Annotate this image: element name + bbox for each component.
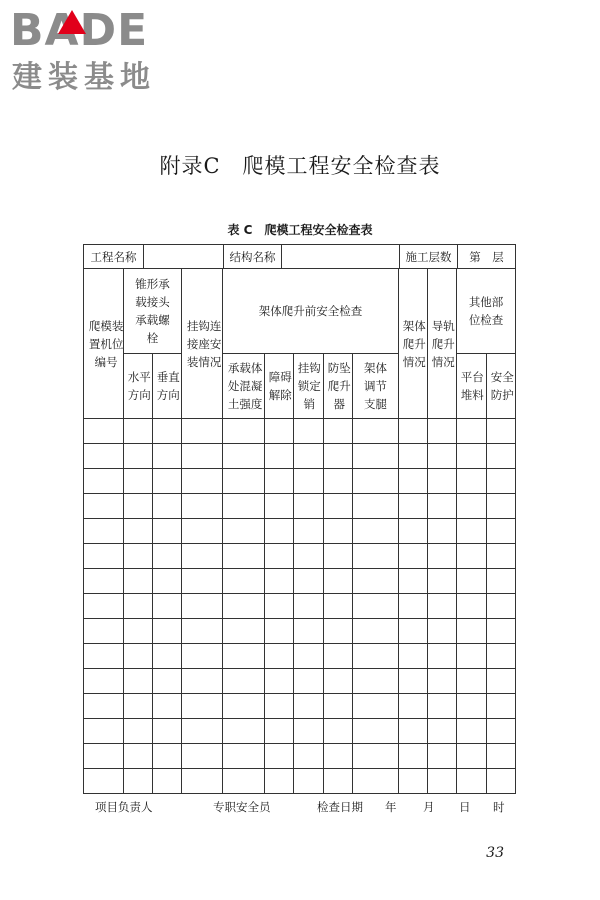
table-cell[interactable] [487,519,516,544]
table-cell[interactable] [182,419,223,444]
table-cell[interactable] [265,744,294,769]
year-label: 年 [385,800,397,814]
month-label: 月 [423,800,435,814]
table-cell[interactable] [223,569,265,594]
table-cell[interactable] [399,544,428,569]
table-cell[interactable] [182,744,223,769]
table-cell[interactable] [223,444,265,469]
table-cell[interactable] [399,644,428,669]
table-cell[interactable] [294,494,324,519]
table-cell[interactable] [353,569,399,594]
table-cell[interactable] [223,744,265,769]
table-cell[interactable] [84,719,124,744]
table-cell[interactable] [399,419,428,444]
structure-name-field[interactable] [282,245,400,269]
floor-field[interactable]: 第 层 [458,245,516,269]
logo-subtitle: 建装基地 [12,60,156,95]
table-cell[interactable] [265,569,294,594]
table-cell[interactable] [353,419,399,444]
table-cell[interactable] [353,469,399,494]
table-cell[interactable] [457,719,487,744]
table-cell[interactable] [265,469,294,494]
table-cell[interactable] [223,669,265,694]
structure-name-label: 结构名称 [224,245,282,269]
info-row [84,245,516,269]
table-row [84,544,516,569]
header-frame-leg: 架体调节支腿 [353,354,399,419]
table-cell[interactable] [399,469,428,494]
table-cell[interactable] [153,419,182,444]
table-cell[interactable] [153,469,182,494]
table-cell[interactable] [294,594,324,619]
table-cell[interactable] [353,769,399,794]
table-cell[interactable] [265,494,294,519]
table-cell[interactable] [124,419,153,444]
table-cell[interactable] [457,669,487,694]
table-cell[interactable] [324,719,353,744]
table-cell[interactable] [487,594,516,619]
table-cell[interactable] [353,544,399,569]
table-row [84,644,516,669]
table-caption: 表 C 爬模工程安全检查表 [227,223,373,237]
header-position-no: 爬模装置机位编号 [84,269,124,419]
table-cell[interactable] [153,594,182,619]
table-cell[interactable] [182,619,223,644]
header-hook-connection: 挂钩连接座安装情况 [182,269,223,419]
table-cell[interactable] [294,744,324,769]
table-cell[interactable] [324,619,353,644]
header-hook-lock-pin: 挂钩锁定销 [294,354,324,419]
table-cell[interactable] [294,544,324,569]
table-cell[interactable] [265,669,294,694]
table-cell[interactable] [124,444,153,469]
table-cell[interactable] [353,444,399,469]
header-horizontal: 水平方向 [124,354,153,419]
table-cell[interactable] [124,494,153,519]
table-cell[interactable] [487,644,516,669]
project-name-field[interactable] [144,245,224,269]
table-cell[interactable] [223,644,265,669]
table-cell[interactable] [457,619,487,644]
table-cell[interactable] [399,519,428,544]
header-row-1 [84,269,516,354]
table-cell[interactable] [265,694,294,719]
table-cell[interactable] [153,719,182,744]
table-cell[interactable] [84,569,124,594]
table-cell[interactable] [487,569,516,594]
table-cell[interactable] [487,469,516,494]
table-cell[interactable] [324,494,353,519]
table-cell[interactable] [84,544,124,569]
table-cell[interactable] [84,519,124,544]
table-cell[interactable] [124,669,153,694]
table-cell[interactable] [399,594,428,619]
table-cell[interactable] [294,519,324,544]
table-cell[interactable] [182,569,223,594]
table-cell[interactable] [265,444,294,469]
table-cell[interactable] [399,669,428,694]
table-cell[interactable] [487,744,516,769]
table-row [84,619,516,644]
table-cell[interactable] [487,719,516,744]
table-cell[interactable] [353,719,399,744]
table-cell[interactable] [124,769,153,794]
table-cell[interactable] [428,444,457,469]
table-cell[interactable] [487,769,516,794]
table-cell[interactable] [324,569,353,594]
table-cell[interactable] [223,594,265,619]
table-cell[interactable] [223,419,265,444]
table-cell[interactable] [487,694,516,719]
table-cell[interactable] [182,494,223,519]
table-cell[interactable] [124,594,153,619]
table-cell[interactable] [428,619,457,644]
table-cell[interactable] [294,619,324,644]
table-cell[interactable] [487,419,516,444]
table-cell[interactable] [399,694,428,719]
table-row [84,469,516,494]
table-cell[interactable] [324,644,353,669]
table-cell[interactable] [457,544,487,569]
logo-letters: BADE [10,5,149,56]
table-cell[interactable] [399,494,428,519]
table-cell[interactable] [428,594,457,619]
table-cell[interactable] [353,494,399,519]
table-cell[interactable] [324,669,353,694]
table-cell[interactable] [324,769,353,794]
project-leader-label: 项目负责人 [95,800,153,814]
table-cell[interactable] [353,669,399,694]
table-cell[interactable] [84,769,124,794]
table-cell[interactable] [457,594,487,619]
table-cell[interactable] [124,569,153,594]
table-cell[interactable] [294,569,324,594]
table-cell[interactable] [457,569,487,594]
table-cell[interactable] [457,694,487,719]
table-cell[interactable] [428,469,457,494]
table-cell[interactable] [265,544,294,569]
table-cell[interactable] [124,519,153,544]
table-cell[interactable] [265,519,294,544]
table-cell[interactable] [124,619,153,644]
table-cell[interactable] [294,419,324,444]
table-cell[interactable] [457,769,487,794]
table-cell[interactable] [294,694,324,719]
table-cell[interactable] [324,544,353,569]
table-cell[interactable] [182,644,223,669]
table-cell[interactable] [153,569,182,594]
table-cell[interactable] [428,544,457,569]
table-cell[interactable] [223,469,265,494]
table-cell[interactable] [223,719,265,744]
table-cell[interactable] [324,694,353,719]
table-cell[interactable] [487,619,516,644]
table-cell[interactable] [324,594,353,619]
table-cell[interactable] [265,719,294,744]
header-other-parts: 其他部位检查 [457,269,516,354]
table-cell[interactable] [428,744,457,769]
table-cell[interactable] [84,669,124,694]
header-safety-protection: 安全防护 [487,354,516,419]
check-grid [83,268,516,794]
table-cell[interactable] [428,494,457,519]
table-cell[interactable] [84,469,124,494]
table-cell[interactable] [428,719,457,744]
table-cell[interactable] [487,544,516,569]
table-cell[interactable] [182,694,223,719]
table-cell[interactable] [153,544,182,569]
table-cell[interactable] [294,769,324,794]
table-cell[interactable] [182,469,223,494]
table-cell[interactable] [428,669,457,694]
table-cell[interactable] [457,644,487,669]
info-row-table [83,244,516,269]
header-anchor-bolt: 锥形承载接头承载螺栓 [124,269,182,354]
data-rows [84,419,516,794]
table-cell[interactable] [324,519,353,544]
table-cell[interactable] [487,669,516,694]
table-cell[interactable] [353,594,399,619]
table-cell[interactable] [153,519,182,544]
table-cell[interactable] [265,619,294,644]
table-row [84,694,516,719]
table-cell[interactable] [84,419,124,444]
table-row [84,494,516,519]
table-cell[interactable] [124,694,153,719]
table-cell[interactable] [84,594,124,619]
header-obstacle-removed: 障碍解除 [265,354,294,419]
table-cell[interactable] [324,419,353,444]
signature-line [95,799,515,815]
header-concrete-strength: 承载体处混凝土强度 [223,354,265,419]
appendix-title: 附录C 爬模工程安全检查表 [159,154,441,178]
table-cell[interactable] [428,419,457,444]
table-cell[interactable] [294,669,324,694]
table-cell[interactable] [265,769,294,794]
table-cell[interactable] [399,719,428,744]
table-cell[interactable] [353,644,399,669]
construction-floor-label: 施工层数 [400,245,458,269]
table-cell[interactable] [153,494,182,519]
table-cell[interactable] [182,719,223,744]
table-cell[interactable] [428,644,457,669]
inspection-form [83,244,515,794]
table-cell[interactable] [428,694,457,719]
table-cell[interactable] [153,644,182,669]
table-row [84,569,516,594]
table-cell[interactable] [153,444,182,469]
header-frame-climb: 架体爬升情况 [399,269,428,419]
safety-officer-label: 专职安全员 [213,800,271,814]
table-cell[interactable] [457,744,487,769]
table-cell[interactable] [223,694,265,719]
table-cell[interactable] [84,444,124,469]
table-row [84,519,516,544]
header-vertical: 垂直方向 [153,354,182,419]
table-cell[interactable] [399,769,428,794]
table-cell[interactable] [84,494,124,519]
table-cell[interactable] [182,669,223,694]
table-cell[interactable] [223,519,265,544]
table-cell[interactable] [399,744,428,769]
table-cell[interactable] [428,519,457,544]
table-cell[interactable] [124,544,153,569]
table-cell[interactable] [457,494,487,519]
table-cell[interactable] [182,544,223,569]
header-pre-climb-check: 架体爬升前安全检查 [223,269,399,354]
table-cell[interactable] [457,519,487,544]
table-cell[interactable] [399,569,428,594]
table-cell[interactable] [223,619,265,644]
table-cell[interactable] [182,594,223,619]
logo-red-accent [58,10,86,34]
table-cell[interactable] [124,469,153,494]
table-cell[interactable] [124,744,153,769]
table-cell[interactable] [223,494,265,519]
table-cell[interactable] [84,744,124,769]
check-date-label: 检查日期 [317,800,363,814]
table-row [84,444,516,469]
table-cell[interactable] [153,619,182,644]
table-cell[interactable] [353,519,399,544]
table-cell[interactable] [294,444,324,469]
table-cell[interactable] [399,444,428,469]
table-cell[interactable] [223,769,265,794]
table-cell[interactable] [84,694,124,719]
table-cell[interactable] [294,719,324,744]
table-cell[interactable] [182,769,223,794]
table-cell[interactable] [353,619,399,644]
table-cell[interactable] [265,419,294,444]
table-cell[interactable] [294,469,324,494]
table-cell[interactable] [153,694,182,719]
table-cell[interactable] [124,644,153,669]
header-anti-fall: 防坠爬升器 [324,354,353,419]
table-cell[interactable] [153,769,182,794]
table-cell[interactable] [265,644,294,669]
table-cell[interactable] [457,469,487,494]
table-cell[interactable] [265,594,294,619]
table-row [84,769,516,794]
table-cell[interactable] [457,444,487,469]
table-cell[interactable] [294,644,324,669]
table-row [84,419,516,444]
table-cell[interactable] [153,669,182,694]
project-name-label: 工程名称 [84,245,144,269]
table-row [84,719,516,744]
table-cell[interactable] [182,444,223,469]
table-cell[interactable] [124,719,153,744]
table-cell[interactable] [487,444,516,469]
table-cell[interactable] [353,694,399,719]
table-cell[interactable] [457,419,487,444]
table-cell[interactable] [324,444,353,469]
day-label: 日 [459,800,471,814]
table-cell[interactable] [399,619,428,644]
table-cell[interactable] [84,619,124,644]
page-number: 33 [486,845,504,861]
table-cell[interactable] [324,744,353,769]
table-cell[interactable] [153,744,182,769]
table-cell[interactable] [428,769,457,794]
table-cell[interactable] [487,494,516,519]
table-cell[interactable] [84,644,124,669]
table-cell[interactable] [324,469,353,494]
table-cell[interactable] [223,544,265,569]
table-row [84,669,516,694]
table-cell[interactable] [182,519,223,544]
table-cell[interactable] [428,569,457,594]
table-row [84,744,516,769]
hour-label: 时 [493,800,505,814]
table-cell[interactable] [353,744,399,769]
header-guide-rail: 导轨爬升情况 [428,269,457,419]
table-row [84,594,516,619]
bade-logo [10,6,180,102]
header-platform-stacking: 平台堆料 [457,354,487,419]
